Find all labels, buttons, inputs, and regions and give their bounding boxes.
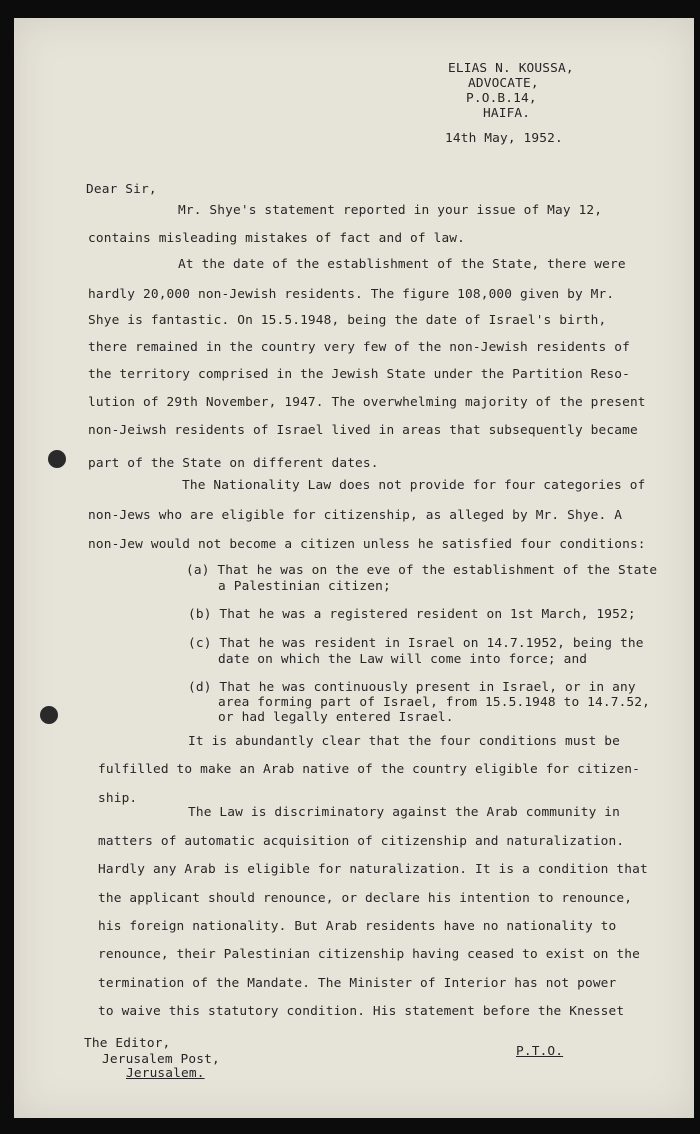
text-line: to waive this statutory condition. His statement before the Knesset bbox=[98, 1004, 625, 1019]
text-line: contains misleading mistakes of fact and of law. bbox=[88, 231, 466, 246]
letterhead-pobox: P.O.B.14, bbox=[466, 91, 537, 106]
condition-d-line: area forming part of Israel, from 15.5.1948 to 14.7.52, bbox=[218, 695, 650, 710]
text-line: renounce, their Palestinian citizenship having ceased to exist on the bbox=[98, 947, 640, 962]
text-line: lution of 29th November, 1947. The overwhelming majority of the present bbox=[88, 395, 646, 410]
condition-a-line: (a) That he was on the eve of the establishment of the State bbox=[186, 563, 658, 578]
letter-date: 14th May, 1952. bbox=[445, 131, 563, 146]
pto-note: P.T.O. bbox=[516, 1044, 564, 1059]
text-line: termination of the Mandate. The Minister of Interior has not power bbox=[98, 976, 617, 991]
text-line: his foreign nationality. But Arab residents have no nationality to bbox=[98, 919, 617, 934]
condition-d-line: (d) That he was continuously present in Israel, or in any bbox=[188, 680, 636, 695]
text-line: non-Jeiwsh residents of Israel lived in areas that subsequently became bbox=[88, 423, 638, 438]
letterhead-name: ELIAS N. KOUSSA, bbox=[448, 61, 574, 76]
condition-c-line: date on which the Law will come into force; and bbox=[218, 652, 588, 667]
salutation: Dear Sir, bbox=[86, 182, 157, 197]
text-line: Shye is fantastic. On 15.5.1948, being the date of Israel's birth, bbox=[88, 313, 607, 328]
condition-d-line: or had legally entered Israel. bbox=[218, 710, 454, 725]
addressee-line: The Editor, bbox=[84, 1036, 171, 1051]
condition-b-line: (b) That he was a registered resident on 1st March, 1952; bbox=[188, 607, 636, 622]
text-line: the applicant should renounce, or declare his intention to renounce, bbox=[98, 891, 633, 906]
text-line: the territory comprised in the Jewish State under the Partition Reso- bbox=[88, 367, 630, 382]
text-line: there remained in the country very few of the non-Jewish residents of bbox=[88, 340, 630, 355]
condition-c-line: (c) That he was resident in Israel on 14.7.1952, being the bbox=[188, 636, 644, 651]
text-line: non-Jew would not become a citizen unless he satisfied four conditions: bbox=[88, 537, 646, 552]
text-line: hardly 20,000 non-Jewish residents. The figure 108,000 given by Mr. bbox=[88, 287, 615, 302]
punch-hole bbox=[40, 706, 58, 724]
letterhead-title: ADVOCATE, bbox=[468, 76, 539, 91]
text-line: The Law is discriminatory against the Arab community in bbox=[188, 805, 620, 820]
punch-hole bbox=[48, 450, 66, 468]
addressee-line: Jerusalem Post, bbox=[102, 1052, 220, 1067]
text-line: The Nationality Law does not provide for four categories of bbox=[182, 478, 646, 493]
text-line: part of the State on different dates. bbox=[88, 456, 379, 471]
text-line: Mr. Shye's statement reported in your issue of May 12, bbox=[178, 203, 603, 218]
text-line: matters of automatic acquisition of citizenship and naturalization. bbox=[98, 834, 625, 849]
text-line: ship. bbox=[98, 791, 138, 806]
text-line: It is abundantly clear that the four conditions must be bbox=[188, 734, 620, 749]
condition-a-line: a Palestinian citizen; bbox=[218, 579, 391, 594]
addressee-city: Jerusalem. bbox=[126, 1066, 205, 1081]
text-line: non-Jews who are eligible for citizenship, as alleged by Mr. Shye. A bbox=[88, 508, 623, 523]
text-line: fulfilled to make an Arab native of the country eligible for citizen- bbox=[98, 762, 640, 777]
text-line: Hardly any Arab is eligible for naturalization. It is a condition that bbox=[98, 862, 648, 877]
letterhead-city: HAIFA. bbox=[483, 106, 531, 121]
text-line: At the date of the establishment of the State, there were bbox=[178, 257, 626, 272]
